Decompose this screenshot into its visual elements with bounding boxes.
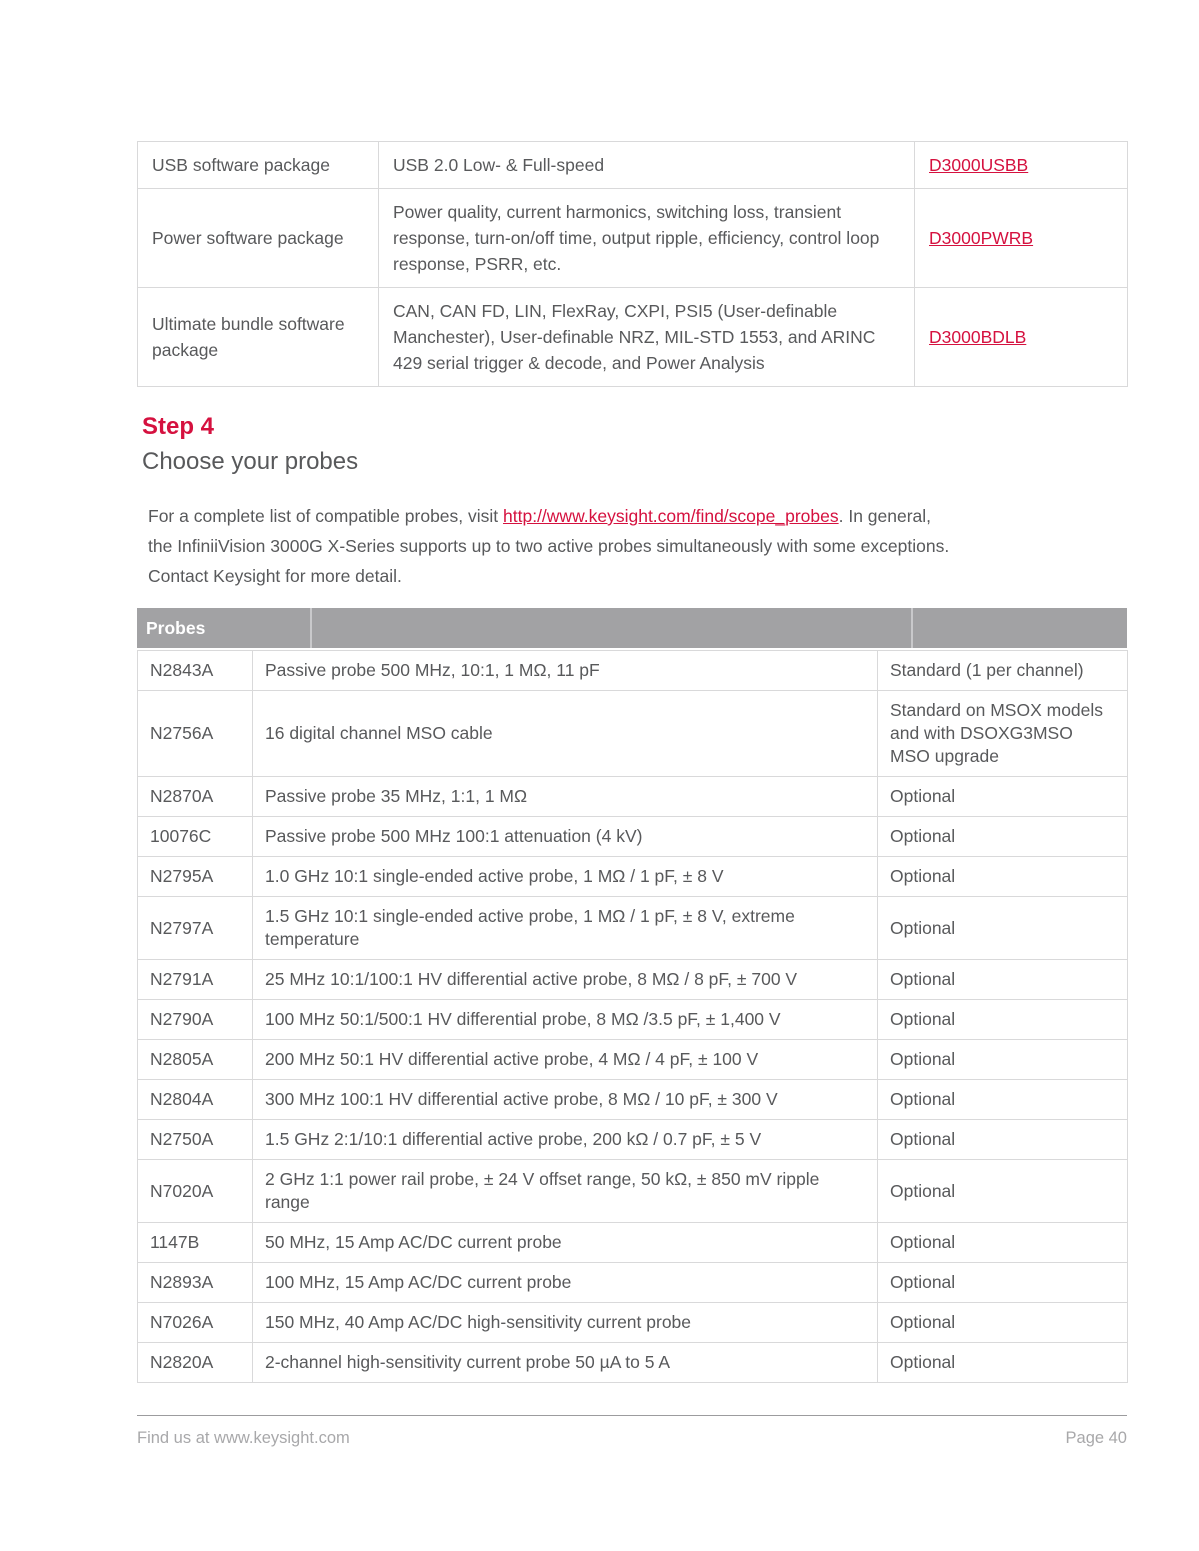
probe-model: N2893A: [138, 1263, 253, 1303]
footer-find-us: Find us at www.keysight.com: [137, 1429, 350, 1447]
probe-description: 100 MHz, 15 Amp AC/DC current probe: [253, 1263, 878, 1303]
probe-model: N2756A: [138, 691, 253, 777]
probe-model: N2750A: [138, 1120, 253, 1160]
probe-row: [138, 897, 1128, 960]
probe-row: [138, 1160, 1128, 1223]
probe-row: [138, 777, 1128, 817]
probe-row: [138, 1040, 1128, 1080]
probes-table-body: [138, 651, 1128, 1383]
software-package-row: [138, 142, 1128, 189]
probe-availability: Optional: [878, 1343, 1128, 1383]
probe-row: [138, 1343, 1128, 1383]
probe-availability: Optional: [878, 857, 1128, 897]
probe-availability: Optional: [878, 817, 1128, 857]
software-packages-table-body: [138, 142, 1128, 387]
probe-model: N2790A: [138, 1000, 253, 1040]
intro-paragraph: [148, 501, 1127, 591]
software-package-name: Power software package: [138, 189, 379, 288]
software-package-description: Power quality, current harmonics, switching loss, transient response, turn-on/off time, output ripple, efficiency, control loop response, PSRR, etc.: [379, 189, 915, 288]
probe-row: [138, 817, 1128, 857]
probe-description: 150 MHz, 40 Amp AC/DC high-sensitivity current probe: [253, 1303, 878, 1343]
probe-model: N2820A: [138, 1343, 253, 1383]
probe-model: 1147B: [138, 1223, 253, 1263]
footer-rule: [137, 1415, 1127, 1416]
probe-availability: Optional: [878, 1303, 1128, 1343]
probes-table-header-row: [137, 608, 1127, 648]
probe-model: N2870A: [138, 777, 253, 817]
software-package-model-cell: [915, 189, 1128, 288]
probes-table: [137, 650, 1128, 1383]
probe-row: [138, 1263, 1128, 1303]
intro-line-1: [148, 501, 1127, 531]
probe-availability: Optional: [878, 960, 1128, 1000]
step-heading: Step 4: [142, 413, 215, 440]
probe-description: 1.5 GHz 2:1/10:1 differential active probe, 200 kΩ / 0.7 pF, ± 5 V: [253, 1120, 878, 1160]
probe-description: 2-channel high-sensitivity current probe 50 µA to 5 A: [253, 1343, 878, 1383]
probe-model: N2791A: [138, 960, 253, 1000]
probe-model: N2805A: [138, 1040, 253, 1080]
probe-description: Passive probe 500 MHz, 10:1, 1 MΩ, 11 pF: [253, 651, 878, 691]
probe-description: 2 GHz 1:1 power rail probe, ± 24 V offset range, 50 kΩ, ± 850 mV ripple range: [253, 1160, 878, 1223]
probe-availability: Optional: [878, 1000, 1128, 1040]
footer-page-number: Page 40: [1065, 1429, 1127, 1447]
probe-description: 1.0 GHz 10:1 single-ended active probe, 1 MΩ / 1 pF, ± 8 V: [253, 857, 878, 897]
probe-model: N7020A: [138, 1160, 253, 1223]
scope-probes-link[interactable]: http://www.keysight.com/find/scope_probes: [503, 506, 839, 526]
software-package-model-link[interactable]: D3000USBB: [929, 155, 1029, 175]
probe-row: [138, 1223, 1128, 1263]
probe-description: 200 MHz 50:1 HV differential active probe, 4 MΩ / 4 pF, ± 100 V: [253, 1040, 878, 1080]
probe-model: N2843A: [138, 651, 253, 691]
probe-description: Passive probe 500 MHz 100:1 attenuation (4 kV): [253, 817, 878, 857]
probe-model: N2795A: [138, 857, 253, 897]
probe-description: 100 MHz 50:1/500:1 HV differential probe, 8 MΩ /3.5 pF, ± 1,400 V: [253, 1000, 878, 1040]
software-package-name: USB software package: [138, 142, 379, 189]
software-package-row: [138, 189, 1128, 288]
intro-line-2: the InfiniiVision 3000G X-Series supports up to two active probes simultaneously with some exceptions.: [148, 536, 950, 556]
page-footer: [137, 1415, 1127, 1448]
probe-availability: Standard on MSOX models and with DSOXG3MSO MSO upgrade: [878, 691, 1128, 777]
probe-description: 300 MHz 100:1 HV differential active probe, 8 MΩ / 10 pF, ± 300 V: [253, 1080, 878, 1120]
probes-header-label: Probes: [137, 608, 312, 648]
software-packages-table: [137, 141, 1128, 387]
probe-model: N7026A: [138, 1303, 253, 1343]
probe-row: [138, 857, 1128, 897]
probe-availability: Optional: [878, 777, 1128, 817]
software-package-model-link[interactable]: D3000BDLB: [929, 327, 1027, 347]
probe-availability: Optional: [878, 1223, 1128, 1263]
software-package-description: CAN, CAN FD, LIN, FlexRay, CXPI, PSI5 (User-definable Manchester), User-definable NRZ, MIL-STD 1553, and ARINC 429 serial trigger & decode, and Power Analysis: [379, 288, 915, 387]
probe-row: [138, 1000, 1128, 1040]
step-subheading: Choose your probes: [142, 448, 359, 475]
software-package-model-link[interactable]: D3000PWRB: [929, 228, 1034, 248]
page-content: [137, 0, 1127, 1383]
probe-row: [138, 1120, 1128, 1160]
software-package-name: Ultimate bundle software package: [138, 288, 379, 387]
intro-line1-after: . In general,: [838, 506, 932, 526]
probe-row: [138, 691, 1128, 777]
probe-model: 10076C: [138, 817, 253, 857]
probe-row: [138, 1080, 1128, 1120]
software-package-model-cell: [915, 142, 1128, 189]
intro-line-3: Contact Keysight for more detail.: [148, 566, 402, 586]
probe-availability: Standard (1 per channel): [878, 651, 1128, 691]
probe-description: 16 digital channel MSO cable: [253, 691, 878, 777]
probe-row: [138, 1303, 1128, 1343]
probe-model: N2797A: [138, 897, 253, 960]
probe-availability: Optional: [878, 1040, 1128, 1080]
probe-description: 50 MHz, 15 Amp AC/DC current probe: [253, 1223, 878, 1263]
probe-model: N2804A: [138, 1080, 253, 1120]
probe-availability: Optional: [878, 1263, 1128, 1303]
probe-availability: Optional: [878, 1160, 1128, 1223]
probe-description: 1.5 GHz 10:1 single-ended active probe, 1 MΩ / 1 pF, ± 8 V, extreme temperature: [253, 897, 878, 960]
probe-availability: Optional: [878, 897, 1128, 960]
probe-description: 25 MHz 10:1/100:1 HV differential active probe, 8 MΩ / 8 pF, ± 700 V: [253, 960, 878, 1000]
probe-availability: Optional: [878, 1120, 1128, 1160]
probe-row: [138, 651, 1128, 691]
probes-header-availability-cell: [913, 608, 1127, 648]
intro-line1-before: For a complete list of compatible probes, visit: [148, 506, 504, 526]
probes-header-description-cell: [312, 608, 913, 648]
probe-row: [138, 960, 1128, 1000]
probe-description: Passive probe 35 MHz, 1:1, 1 MΩ: [253, 777, 878, 817]
software-package-row: [138, 288, 1128, 387]
software-package-model-cell: [915, 288, 1128, 387]
software-package-description: USB 2.0 Low- & Full-speed: [379, 142, 915, 189]
probe-availability: Optional: [878, 1080, 1128, 1120]
